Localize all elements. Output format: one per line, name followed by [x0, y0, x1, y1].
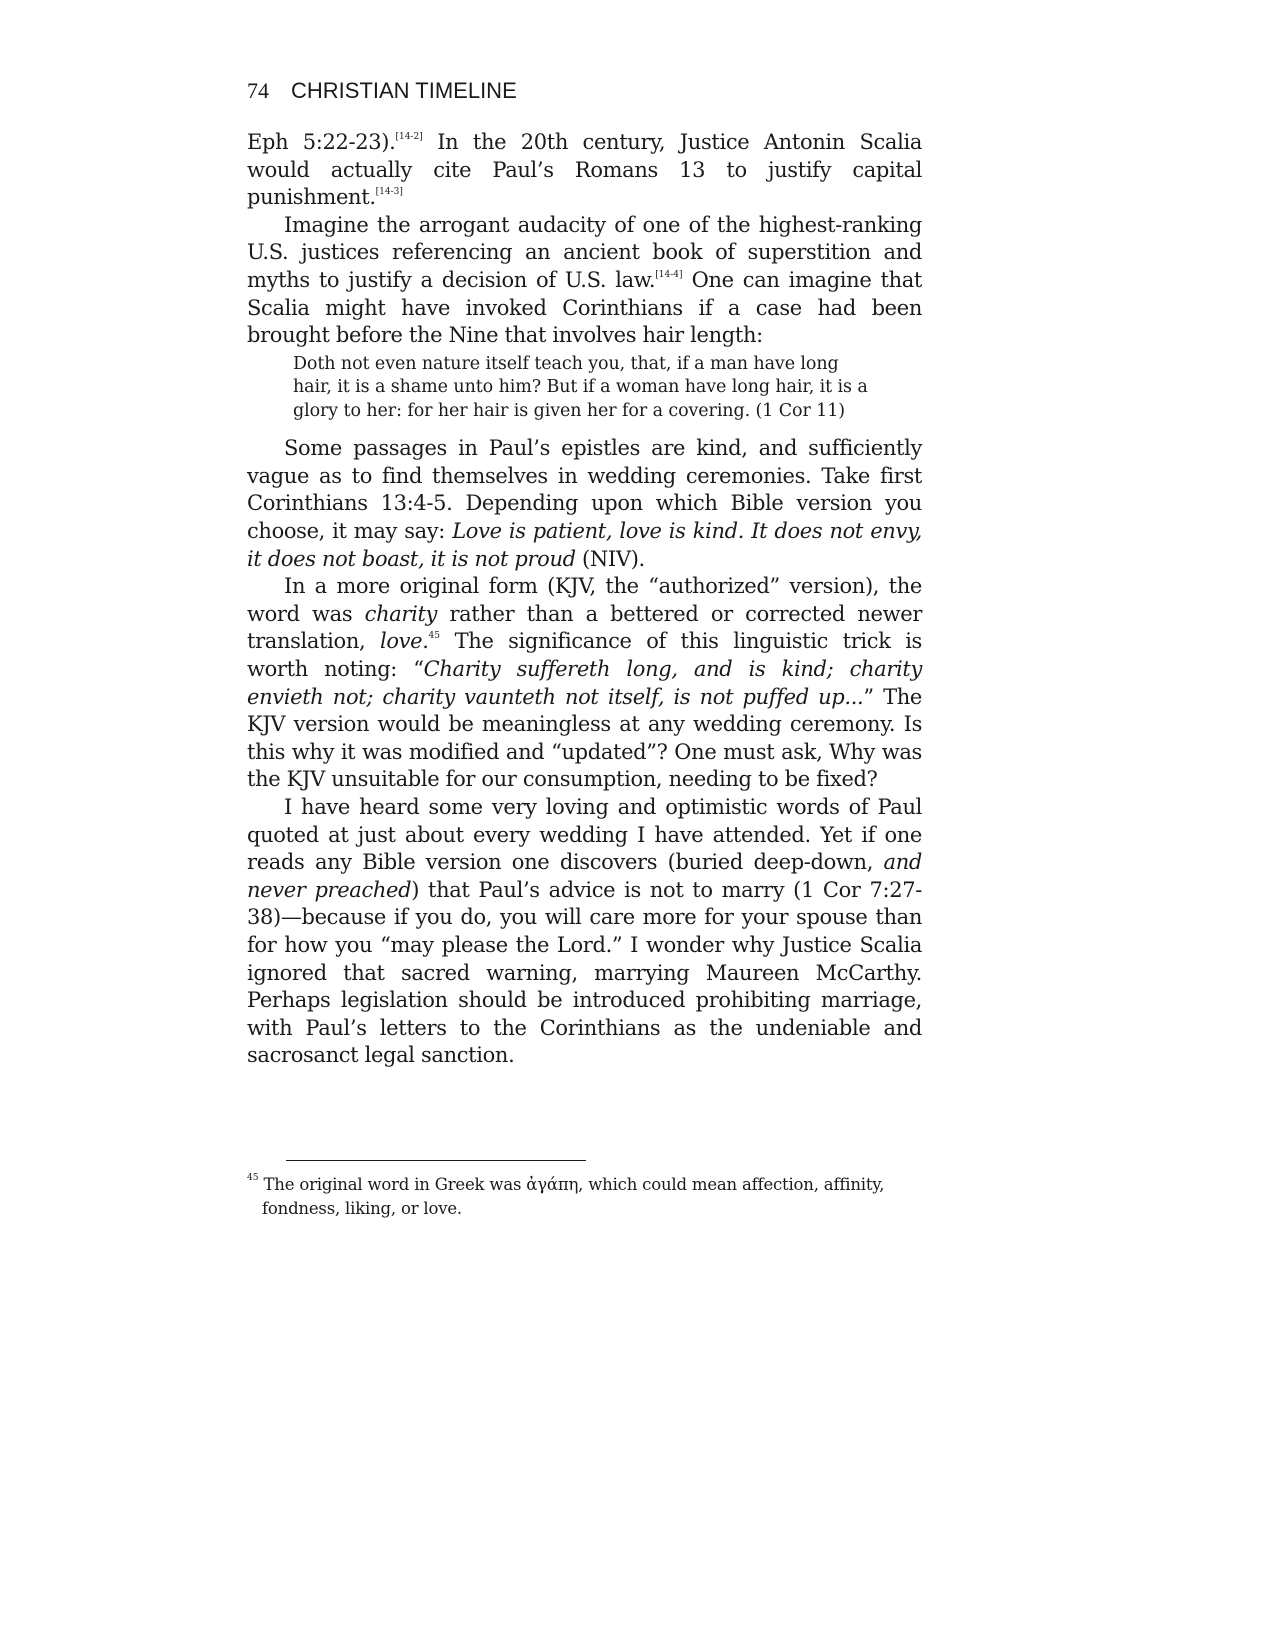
reference-marker: [14-4] — [655, 269, 683, 280]
reference-marker: [14-2] — [395, 132, 423, 142]
text-span: . — [422, 629, 429, 654]
reference-marker: [14-3] — [375, 187, 403, 198]
text-span: One can imagine that Scalia might have invoked Corinthians if a case had been brought before the Nine that involves hair length: — [247, 267, 923, 348]
text-span: The significance of this linguistic trick is worth noting: “ — [247, 629, 922, 681]
paragraph-4 — [247, 573, 922, 794]
paragraph-1 — [247, 129, 922, 212]
italic-word: love — [379, 629, 423, 654]
page-number: 74 — [247, 78, 269, 103]
text-span: ) that Paul’s advice is not to marry (1 Cor 7:27-38)—because if you do, you will care more for your spouse than for how you “may please the Lord.” I wonder why Justice Scalia ignored that sacred warning, marrying Maureen McCarthy. Perhaps legislation should be introduced prohibiting marriage, with Paul’s letters to the Corinthians as the undeniable and sacrosanct legal sanction. — [247, 877, 922, 1068]
paragraph-2 — [247, 212, 922, 350]
text-span: I have heard some very loving and optimistic words of Paul quoted at just about every wedding I have attended. Yet if one reads any Bible version one discovers (buried deep-down, — [247, 794, 922, 875]
text-span: Some passages in Paul’s epistles are kind, and sufficiently vague as to find themselves in wedding ceremonies. Take first Corinthians 13:4-5. Depending upon which Bible version you choose, it may say: — [247, 436, 922, 544]
paragraph-5 — [247, 794, 922, 1070]
paragraph-3 — [247, 435, 922, 573]
italic-word: charity — [364, 601, 438, 626]
text-span: ” The KJV version would be meaningless at any wedding ceremony. Is this why it was modified and “updated”? One must ask, Why was the KJV unsuitable for our consumption, needing to be fixed? — [247, 684, 923, 792]
footnote-line-2: fondness, liking, or love. — [262, 1198, 462, 1218]
italic-phrase: and never preached — [247, 850, 922, 902]
main-text — [247, 129, 922, 1070]
footnote-line-1: The original word in Greek was ἀγάπη, which could mean affection, affinity, — [258, 1175, 885, 1194]
running-title: CHRISTIAN TIMELINE — [291, 78, 517, 103]
text-span: In a more original form (KJV, the “authorized” version), the word was — [247, 574, 922, 626]
italic-quote: Love is patient, love is kind. It does not envy, it does not boast, it is not proud — [247, 519, 923, 571]
footnote-number: 45 — [247, 1173, 259, 1183]
running-header — [247, 74, 947, 108]
text-span: (NIV). — [575, 546, 645, 571]
text-span: rather than a bettered or corrected newer translation, — [247, 601, 923, 654]
text-span: Imagine the arrogant audacity of one of the highest-ranking U.S. justices referencing an ancient book of superstition and myths to justify a decision of U.S. law. — [247, 212, 922, 292]
block-quote: Doth not even nature itself teach you, that, if a man have long hair, it is a shame unto him? But if a woman have long hair, it is a glory to her: for her hair is given her for a covering. (1 Cor 11) — [293, 353, 868, 421]
footnote-marker: 45 — [428, 631, 440, 642]
footnote-rule — [286, 1160, 586, 1161]
text-span: In the 20th century, Justice Antonin Scalia would actually cite Paul’s Romans 13 to justify capital punishment. — [247, 130, 922, 210]
footnote — [247, 1173, 922, 1220]
italic-quote: Charity suffereth long, and is kind; charity envieth not; charity vaunteth not itself, is not puffed up... — [247, 657, 922, 709]
text-span: Eph 5:22-23). — [247, 130, 396, 154]
